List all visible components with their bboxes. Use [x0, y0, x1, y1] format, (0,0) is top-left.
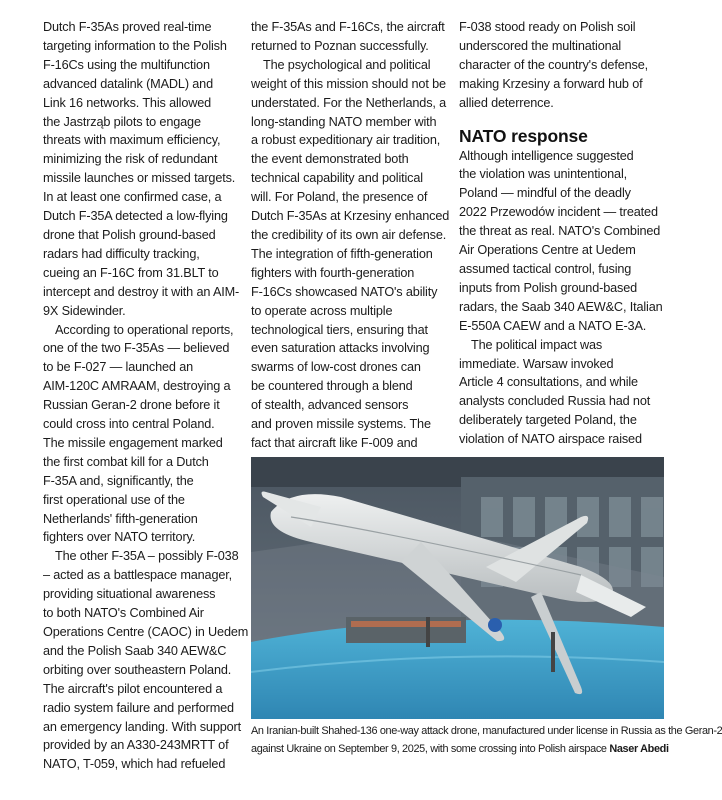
- section-heading: NATO response: [459, 125, 588, 146]
- text-line: underscored the multinational: [459, 38, 622, 53]
- text-line: intercept and destroy it with an AIM-: [43, 284, 240, 299]
- article-column-3: [459, 18, 664, 449]
- article-column-3-bottom: [459, 147, 664, 450]
- text-line: The other F-35A – possibly F-038: [55, 549, 239, 564]
- text-line: The aircraft's pilot encountered a: [43, 681, 223, 696]
- text-line: cueing an F-16C from 31.BLT to: [43, 265, 219, 280]
- text-line: Poland — mindful of the deadly: [459, 186, 631, 201]
- text-line: Russian Geran-2 drone before it: [43, 398, 220, 413]
- text-line: technical capability and political: [251, 171, 423, 186]
- text-line: long-standing NATO member with: [251, 114, 437, 129]
- caption-line-1: An Iranian-built Shahed-136 one-way attack drone, manufactured under license in Russia as the Geran-2: [251, 725, 722, 737]
- text-line: The political impact was: [471, 337, 603, 352]
- paragraph: [459, 147, 664, 336]
- text-line: assumed tactical control, fusing: [459, 261, 632, 276]
- text-line: F-35A and, significantly, the: [43, 473, 194, 488]
- text-line: missile launches or missed targets.: [43, 171, 236, 186]
- paragraph: [43, 18, 240, 321]
- text-line: first operational use of the: [43, 492, 185, 507]
- text-line: the violation was unintentional,: [459, 167, 628, 182]
- text-line: a robust expeditionary air tradition,: [251, 133, 441, 148]
- text-line: to both NATO's Combined Air: [43, 606, 204, 621]
- text-line: could cross into central Poland.: [43, 417, 215, 432]
- text-line: E-550A CAEW and a NATO E-3A.: [459, 318, 647, 333]
- hangar-floor: [251, 617, 664, 719]
- text-line: inputs from Polish ground-based: [459, 280, 638, 295]
- text-line: swarms of low-cost drones can: [251, 360, 421, 375]
- paragraph: [43, 321, 237, 548]
- text-line: F-16Cs showcased NATO's ability: [251, 284, 438, 299]
- text-line: of stealth, advanced sensors: [251, 398, 409, 413]
- text-line: advanced datalink (MADL) and: [43, 76, 213, 91]
- text-line: understated. For the Netherlands, a: [251, 95, 447, 110]
- text-line: to operate across multiple: [251, 303, 393, 318]
- paragraph: [251, 56, 450, 453]
- text-line: Although intelligence suggested: [459, 148, 634, 163]
- text-line: minimizing the risk of redundant: [43, 152, 218, 167]
- text-line: deliberately targeted Poland, the: [459, 413, 637, 428]
- text-line: fact that aircraft like F-009 and: [251, 435, 418, 450]
- text-line: Dutch F-35As proved real-time: [43, 20, 212, 34]
- text-line: Air Operations Centre at Uedem: [459, 243, 636, 258]
- text-line: the F-35As and F-16Cs, the aircraft: [251, 20, 445, 34]
- text-line: threats with maximum efficiency,: [43, 133, 221, 148]
- text-line: making Krzesiny a forward hub of: [459, 76, 643, 91]
- text-line: targeting information to the Polish: [43, 38, 227, 53]
- text-line: Dutch F-35A detected a low-flying: [43, 209, 228, 224]
- text-line: the event demonstrated both: [251, 152, 409, 167]
- text-line: weight of this mission should not be: [251, 76, 446, 91]
- text-line: F-16Cs using the multifunction: [43, 57, 210, 72]
- article-column-3-top: [459, 18, 664, 113]
- text-line: Operations Centre (CAOC) in Uedem: [43, 625, 249, 639]
- text-line: the Jastrząb pilots to engage: [43, 114, 201, 129]
- text-line: an emergency landing. With support: [43, 719, 242, 734]
- photo-credit: Naser Abedi: [609, 742, 669, 755]
- text-line: to be F-027 — launched an: [43, 360, 194, 375]
- text-line: violation of NATO airspace raised: [459, 432, 642, 447]
- text-line: and proven missile systems. The: [251, 417, 431, 432]
- text-line: providing situational awareness: [43, 587, 216, 602]
- text-line: In at least one confirmed case, a: [43, 190, 222, 205]
- text-line: returned to Poznan successfully.: [251, 38, 429, 53]
- text-line: technological tiers, ensuring that: [251, 322, 428, 337]
- text-line: 9X Sidewinder.: [43, 303, 126, 318]
- text-line: the threat as real. NATO's Combined: [459, 224, 661, 239]
- text-line: will. For Poland, the presence of: [251, 190, 428, 205]
- text-line: and the Polish Saab 340 AEW&C: [43, 643, 227, 658]
- paragraph: [459, 18, 664, 113]
- text-line: NATO, T-059, which had refueled: [43, 757, 226, 772]
- text-line: immediate. Warsaw invoked: [459, 356, 614, 371]
- drone-photo: [251, 457, 664, 719]
- article-column-1: [43, 18, 249, 774]
- text-line: drone that Polish ground-based: [43, 227, 216, 242]
- text-line: Netherlands' fifth-generation: [43, 511, 198, 526]
- article-column-2: [251, 18, 450, 453]
- text-line: fighters with fourth-generation: [251, 265, 415, 280]
- text-line: According to operational reports,: [55, 322, 234, 337]
- text-line: radio system failure and performed: [43, 700, 234, 715]
- text-line: F-038 stood ready on Polish soil: [459, 20, 636, 34]
- caption-text: against Ukraine on September 9, 2025, with some crossing into Polish airspace: [251, 742, 607, 755]
- caption-line-2: [251, 741, 669, 759]
- text-line: The integration of fifth-generation: [251, 246, 433, 261]
- text-line: radars had difficulty tracking,: [43, 246, 200, 261]
- text-line: orbiting over southeastern Poland.: [43, 662, 232, 677]
- text-line: Dutch F-35As at Krzesiny enhanced: [251, 209, 450, 224]
- text-line: the first combat kill for a Dutch: [43, 454, 209, 469]
- text-line: Link 16 networks. This allowed: [43, 95, 212, 110]
- photo-caption: [251, 723, 722, 758]
- text-line: fighters over NATO territory.: [43, 530, 196, 545]
- text-line: be countered through a blend: [251, 379, 413, 394]
- text-line: The missile engagement marked: [43, 435, 223, 450]
- text-line: The psychological and political: [263, 57, 431, 72]
- text-line: allied deterrence.: [459, 95, 554, 110]
- paragraph: [251, 18, 445, 56]
- text-line: AIM-120C AMRAAM, destroying a: [43, 379, 231, 394]
- text-line: Article 4 consultations, and while: [459, 375, 638, 390]
- text-line: provided by an A330-243MRTT of: [43, 738, 229, 753]
- text-line: one of the two F-35As — believed: [43, 341, 230, 356]
- text-line: radars, the Saab 340 AEW&C, Italian: [459, 299, 663, 314]
- paragraph: [459, 336, 664, 449]
- text-line: – acted as a battlespace manager,: [43, 568, 233, 583]
- text-line: even saturation attacks involving: [251, 341, 430, 356]
- text-line: analysts concluded Russia had not: [459, 394, 651, 409]
- text-line: the credibility of its own air defense.: [251, 227, 447, 242]
- text-line: 2022 Przewodów incident — treated: [459, 205, 658, 220]
- paragraph: [43, 547, 249, 774]
- text-line: character of the country's defense,: [459, 57, 649, 72]
